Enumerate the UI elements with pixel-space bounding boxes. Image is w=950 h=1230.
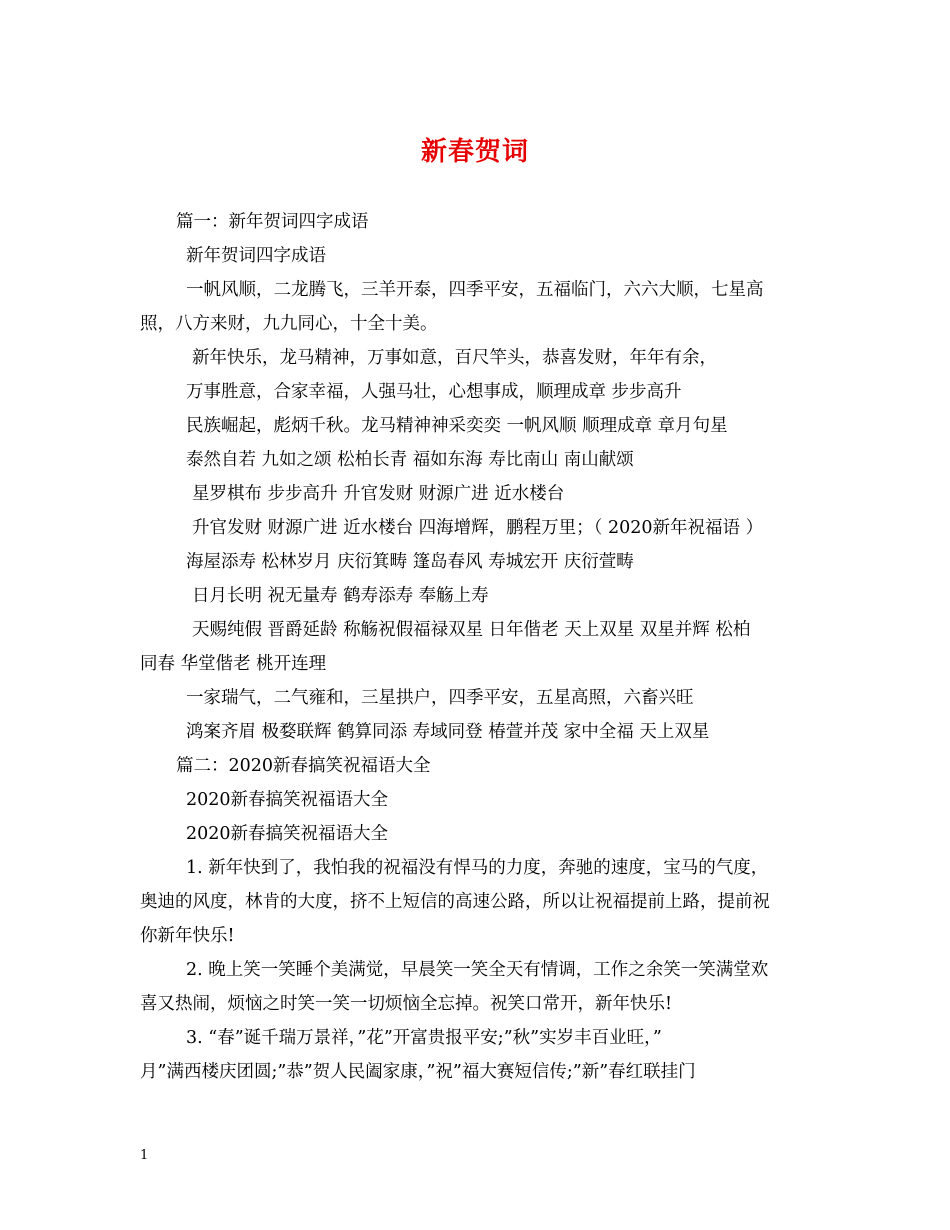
text-line: 泰然自若 九如之颂 松柏长青 福如东海 寿比南山 南山献颂 [186,450,634,470]
text-line: 鸿案齐眉 极婺联辉 鹤算同添 寿域同登 椿萱并茂 家中全福 天上双星 [186,722,710,742]
text-line: 星罗棋布 步步高升 升官发财 财源广进 近水楼台 [192,484,565,504]
text-line: 2. 晚上笑一笑睡个美满觉，早晨笑一笑全天有情调，工作之余笑一笑满堂欢 [186,960,769,980]
text-line: 同春 华堂偕老 桃开连理 [140,654,327,674]
document-title: 新春贺词 [420,137,529,167]
text-line: 你新年快乐! [140,926,235,946]
text-line: 一帆风顺，二龙腾飞，三羊开泰，四季平安，五福临门，六六大顺，七星高 [186,280,764,300]
text-line: 2020新春搞笑祝福语大全 [186,790,389,810]
text-line: 照，八方来财，九九同心，十全十美。 [140,314,438,334]
text-line: 奥迪的风度，林肯的大度，挤不上短信的高速公路，所以让祝福提前上路，提前祝 [140,892,770,912]
text-line: 新年快乐，龙马精神，万事如意，百尺竿头，恭喜发财，年年有余， [192,348,717,368]
text-line: 喜又热闹，烦恼之时笑一笑一切烦恼全忘掉。祝笑口常开，新年快乐! [140,994,673,1014]
text-line: 日月长明 祝无量寿 鹤寿添寿 奉觞上寿 [192,586,489,606]
text-line: 2020新春搞笑祝福语大全 [186,824,389,844]
text-line: 新年贺词四字成语 [186,246,326,266]
text-line: 3. “春”诞千瑞万景祥，”花”开富贵报平安;”秋”实岁丰百业旺，” [186,1028,662,1048]
text-line: 升官发财 财源广进 近水楼台 四海增辉，鹏程万里；（ 2020新年祝福语 ） [192,518,764,538]
text-line: 篇二：2020新春搞笑祝福语大全 [176,756,431,776]
page-number: 1 [140,1148,149,1163]
text-line: 月”满西楼庆团圆;”恭”贺人民阖家康，”祝”福大赛短信传;”新”春红联挂门 [140,1062,696,1082]
text-line: 海屋添寿 松林岁月 庆衍箕畴 篷岛春风 寿城宏开 庆衍萱畴 [186,552,634,572]
text-line: 万事胜意，合家幸福，人强马壮，心想事成，顺理成章 步步高升 [186,382,682,402]
text-line: 1. 新年快到了，我怕我的祝福没有悍马的力度，奔驰的速度，宝马的气度， [186,858,769,878]
text-line: 一家瑞气，二气雍和，三星拱户，四季平安，五星高照，六畜兴旺 [186,688,694,708]
text-line: 天赐纯假 晋爵延龄 称觞祝假福禄双星 日年偕老 天上双星 双星并辉 松柏 [192,620,751,640]
text-line: 篇一：新年贺词四字成语 [176,212,369,232]
document-body [140,205,830,1089]
text-line: 民族崛起，彪炳千秋。龙马精神神采奕奕 一帆风顺 顺理成章 章月句星 [186,416,728,436]
